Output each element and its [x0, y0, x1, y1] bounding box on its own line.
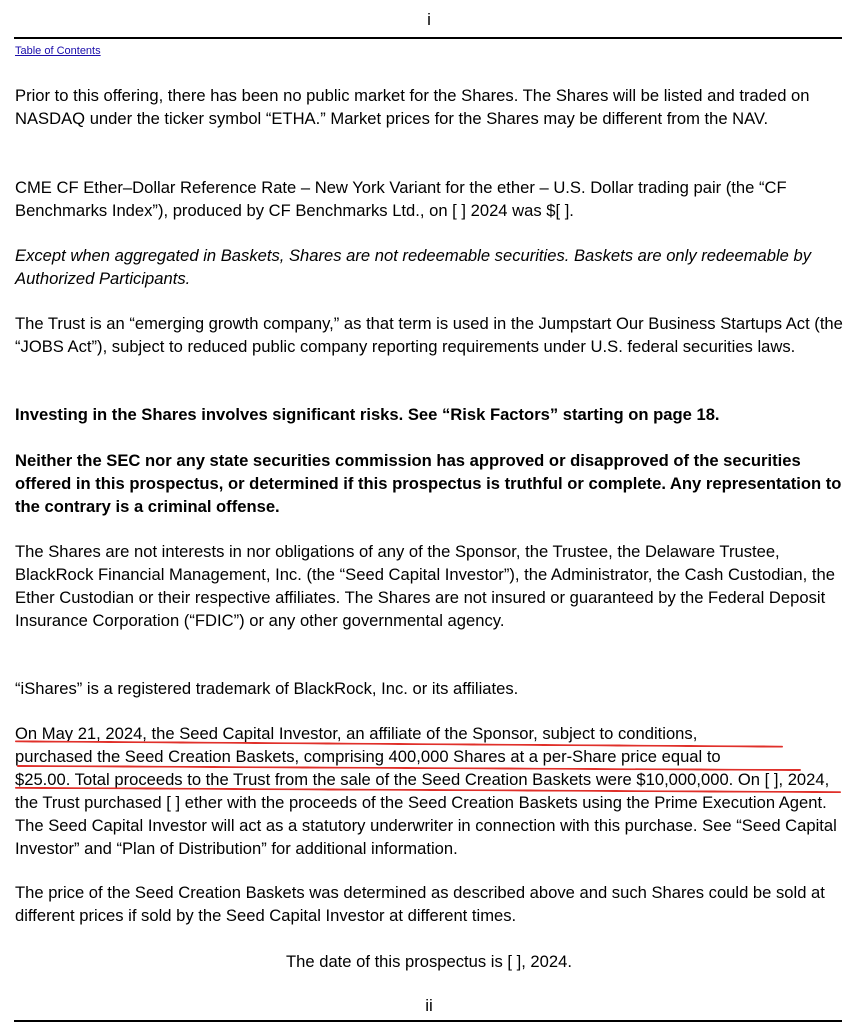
table-of-contents-link[interactable]: Table of Contents: [15, 45, 101, 57]
page-number-bottom: ii: [425, 996, 433, 1015]
paragraph-public-market: Prior to this offering, there has been no public market for the Shares. The Shares will be listed and traded on NASDAQ under the ticker symbol “ETHA.” Market prices for the Shares may be different from the NAV.: [15, 86, 810, 128]
paragraph-price-determination: The price of the Seed Creation Baskets was determined as described above and such Shares could be sold at different prices if sold by the Seed Capital Investor at different times.: [15, 883, 825, 925]
paragraph-cf-benchmarks: CME CF Ether–Dollar Reference Rate – New York Variant for the ether – U.S. Dollar trading pair (the “CF Benchmarks Index”), produced by CF Benchmarks Ltd., on [ ] 2024 was $[ ].: [15, 178, 787, 220]
paragraph-emerging-growth: The Trust is an “emerging growth company,” as that term is used in the Jumpstart Our Business Startups Act (the “JOBS Act”), subject to reduced public company reporting requirements under U.S. federal securities laws.: [15, 314, 843, 356]
page-number-top: i: [427, 10, 431, 29]
footer-rule: [14, 1020, 842, 1022]
risk-factors-reference: Risk Factors: [450, 405, 550, 424]
paragraph-sec-disclaimer: Neither the SEC nor any state securities commission has approved or disapproved of the securities offered in this prospectus, or determined if this prospectus is truthful or complete. Any representation to the contrary is a criminal offense.: [15, 451, 842, 516]
risk-notice-prefix: Investing in the Shares involves significant risks. See “: [15, 405, 451, 424]
seed-capital-line-3: $25.00. Total proceeds to the Trust from the sale of the Seed Creation Baskets were $10,000,000. On: [15, 770, 761, 789]
paragraph-risk-notice: [15, 403, 843, 426]
risk-notice-suffix: ” starting on page 18.: [549, 405, 720, 424]
header-rule: [14, 37, 842, 39]
paragraph-redeemable: Except when aggregated in Baskets, Shares are not redeemable securities. Baskets are only redeemable by Authorized Participants.: [15, 246, 812, 288]
seed-capital-rest: [ ], 2024, the Trust purchased [ ] ether with the proceeds of the Seed Creation Baskets using the Prime Execution Agent. The Seed Capital Investor will act as a statutory underwriter in connection with this purchase. See “Seed Capital Investor” and “Plan of Distribution” for additional information.: [15, 770, 837, 858]
paragraph-ishares-trademark: “iShares” is a registered trademark of BlackRock, Inc. or its affiliates.: [15, 679, 519, 698]
seed-capital-line-2: purchased the Seed Creation Baskets, comprising 400,000 Shares at a per-Share price equal to: [15, 747, 721, 766]
paragraph-shares-not-interests: The Shares are not interests in nor obligations of any of the Sponsor, the Trustee, the Delaware Trustee, BlackRock Financial Management, Inc. (the “Seed Capital Investor”), the Administrator, the Cash Custodian, the Ether Custodian or their respective affiliates. The Shares are not insured or guaranteed by the Federal Deposit Insurance Corporation (“FDIC”) or any other governmental agency.: [15, 542, 835, 630]
prospectus-date: The date of this prospectus is [ ], 2024.: [286, 952, 572, 971]
seed-capital-line-1: On May 21, 2024, the Seed Capital Investor, an affiliate of the Sponsor, subject to conditions,: [15, 724, 698, 743]
